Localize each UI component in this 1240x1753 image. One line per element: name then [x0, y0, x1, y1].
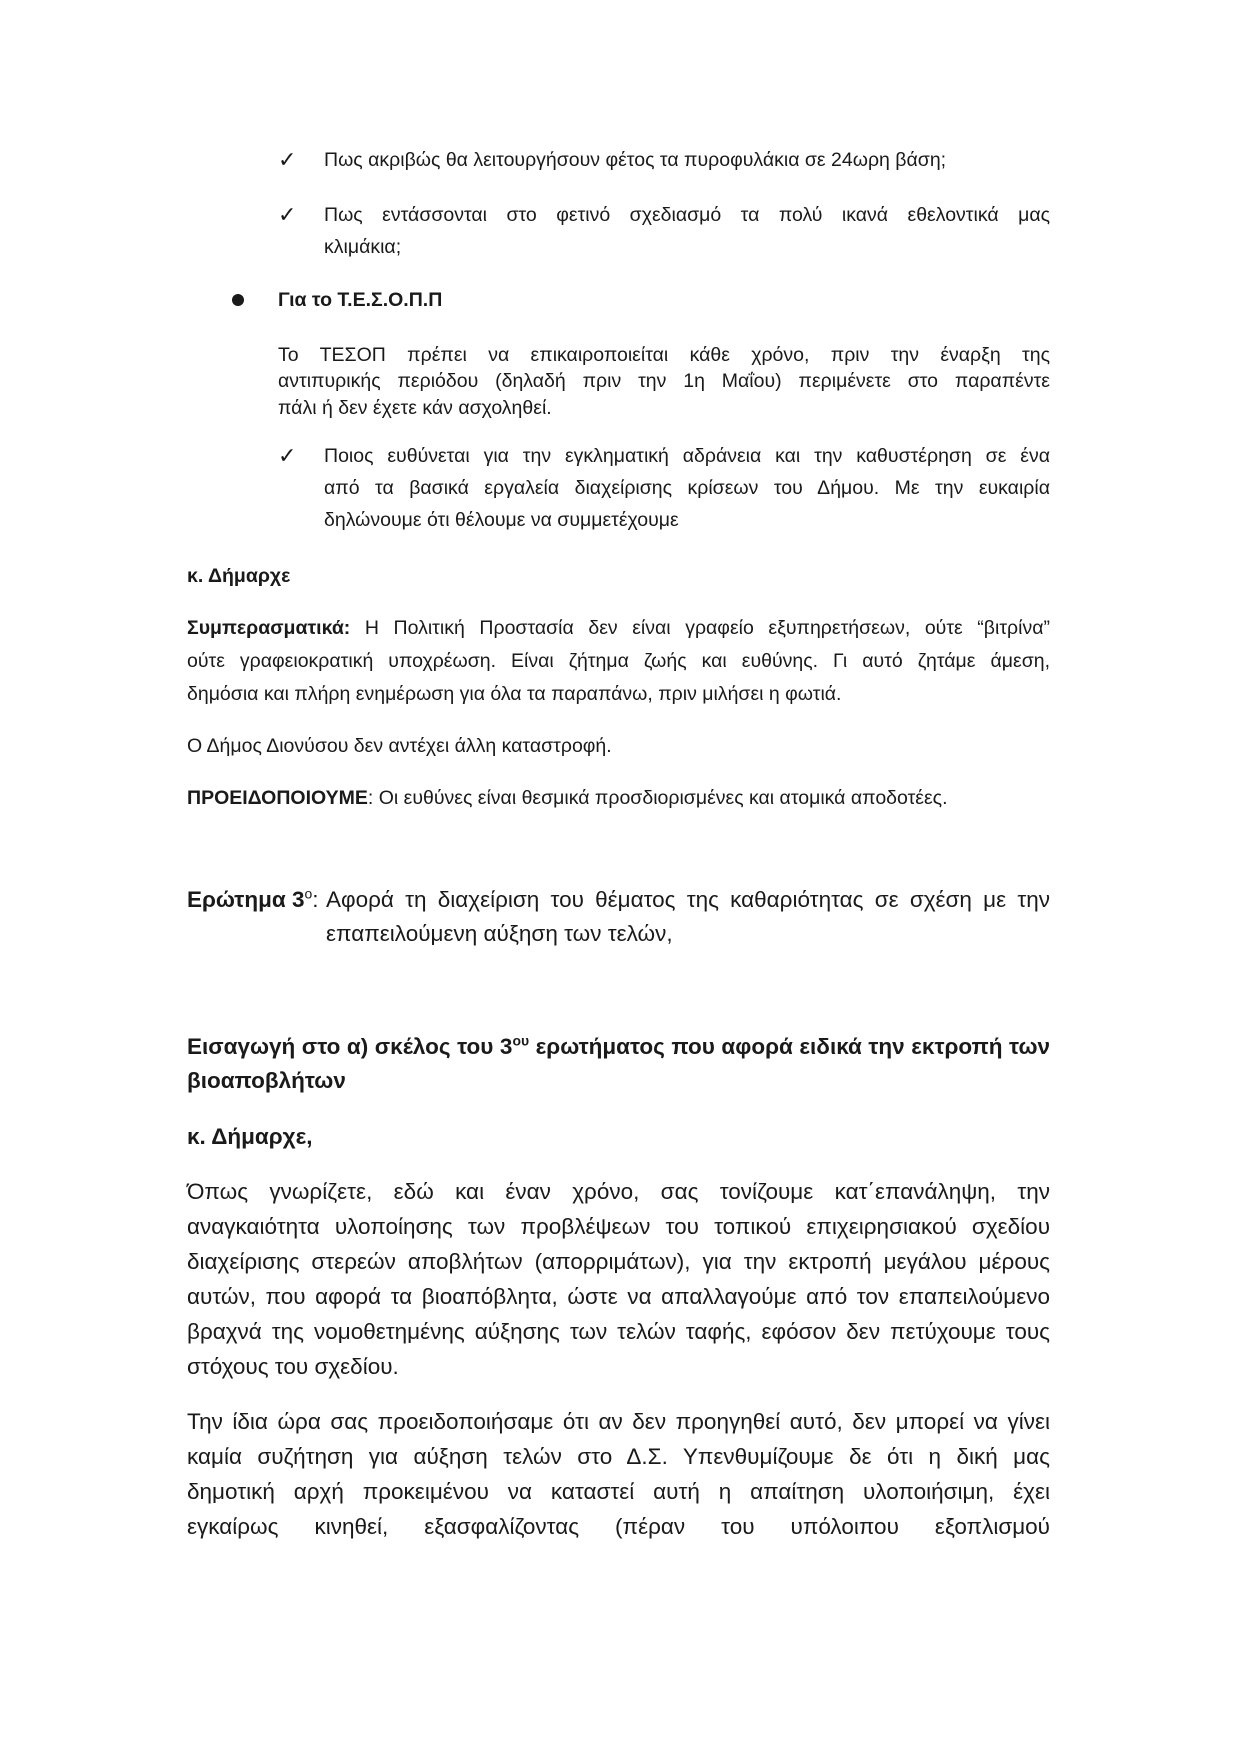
paragraph-line: ούτε γραφειοκρατική υποχρέωση. Είναι ζήτημα ζωής και ευθύνης. Γι αυτό ζητάμε άμεση,: [187, 650, 1050, 672]
check-item-text-line: από τα βασικά εργαλεία διαχείρισης κρίσεων του Δήμου. Με την ευκαιρία: [324, 477, 1050, 499]
warning-label: ΠΡΟΕΙΔΟΠΟΙΟΥΜΕ: [187, 787, 368, 809]
section-heading-tesopp: Για το Τ.Ε.Σ.Ο.Π.Π: [278, 289, 443, 311]
paragraph-line: εγκαίρως κινηθεί, εξασφαλίζοντας (πέραν του υπόλοιπου εξοπλισμού: [187, 1514, 1050, 1539]
check-item: [278, 147, 1050, 174]
check-item-text-line: Πως εντάσσονται στο φετινό σχεδιασμό τα πολύ ικανά εθελοντικά μας: [324, 204, 1050, 226]
question-text-line: Αφορά τη διαχείριση του θέματος της καθαριότητας σε σχέση με την: [326, 887, 1050, 912]
check-item-text-line: δηλώνουμε ότι θέλουμε να συμμετέχουμε: [324, 509, 679, 531]
paragraph-line: Το ΤΕΣΟΠ πρέπει να επικαιροποιείται κάθε χρόνο, πριν την έναρξη της: [278, 344, 1050, 366]
check-item: [278, 443, 1050, 533]
question-label: Ερώτημα $3^o$:: [187, 885, 319, 912]
check-item-text-line: Ποιος ευθύνεται για την εγκληματική αδράνεια και την καθυστέρηση σε ένα: [324, 445, 1050, 467]
bullet-icon: [232, 294, 244, 306]
paragraph-line: Την ίδια ώρα σας προειδοποιήσαμε ότι αν δεν προηγηθεί αυτό, δεν μπορεί να γίνει: [187, 1409, 1050, 1434]
paragraph-line: βραχνά της νομοθετημένης αύξησης των τελών ταφής, εφόσον δεν πετύχουμε τους: [187, 1319, 1050, 1344]
paragraph-line: καμία συζήτηση για αύξηση τελών στο Δ.Σ. Υπενθυμίζουμε δε ότι η δική μας: [187, 1444, 1050, 1469]
paragraph-line: δημόσια και πλήρη ενημέρωση για όλα τα παραπάνω, πριν μιλήσει η φωτιά.: [187, 683, 842, 705]
paragraph-line: διαχείρισης στερεών αποβλήτων (απορριμάτων), για την εκτροπή μεγάλου μέρους: [187, 1249, 1050, 1274]
check-item: [278, 202, 1050, 262]
paragraph-line: πάλι ή δεν έχετε κάν ασχοληθεί.: [278, 397, 552, 419]
conclusion-label: Συμπερασματικά:: [187, 617, 351, 639]
heading-line: Εισαγωγή στο α) σκέλος του $3^{o\upsilon}$ ερωτήματος που αφορά ειδικά την εκτροπή των: [187, 1032, 1050, 1059]
paragraph-line: Συμπερασματικά: Η Πολιτική Προστασία δεν είναι γραφείο εξυπηρετήσεων, ούτε “βιτρίνα”: [187, 617, 1050, 639]
question-text-line: επαπειλούμενη αύξηση των τελών,: [326, 921, 673, 946]
paragraph-line: Όπως γνωρίζετε, εδώ και έναν χρόνο, σας τονίζουμε κατ΄επανάληψη, την: [187, 1179, 1050, 1204]
paragraph-line: αντιπυρικής περιόδου (δηλαδή πριν την 1η Μαΐου) περιμένετε στο παραπέντε: [278, 370, 1050, 392]
paragraph-line: αναγκαιότητα υλοποίησης των προβλέψεων του τοπικού επιχειρησιακού σχεδίου: [187, 1214, 1050, 1239]
paragraph-line: στόχους του σχεδίου.: [187, 1354, 399, 1379]
statement-line: Ο Δήμος Διονύσου δεν αντέχει άλλη καταστροφή.: [187, 735, 612, 757]
salutation: κ. Δήμαρχε: [187, 565, 291, 587]
checkmark-icon: ✓: [278, 148, 297, 173]
checkmark-icon: ✓: [278, 203, 297, 228]
checkmark-icon: ✓: [278, 444, 297, 469]
check-item-text-line: κλιμάκια;: [324, 236, 402, 258]
paragraph-line: δημοτική αρχή προκειμένου να καταστεί αυτή η απαίτηση υλοποιήσιμη, έχει: [187, 1479, 1050, 1504]
check-item-text: Πως ακριβώς θα λειτουργήσουν φέτος τα πυροφυλάκια σε 24ωρη βάση;: [324, 149, 947, 171]
warning-line: ΠΡΟΕΙΔΟΠΟΙΟΥΜΕ: Οι ευθύνες είναι θεσμικά προσδιορισμένες και ατομικά αποδοτέες.: [187, 787, 948, 809]
paragraph-line: αυτών, που αφορά τα βιοαπόβλητα, ώστε να απαλλαγούμε από τον επαπειλούμενο: [187, 1284, 1050, 1309]
salutation: κ. Δήμαρχε,: [187, 1124, 313, 1149]
heading-line: βιοαποβλήτων: [187, 1068, 346, 1093]
